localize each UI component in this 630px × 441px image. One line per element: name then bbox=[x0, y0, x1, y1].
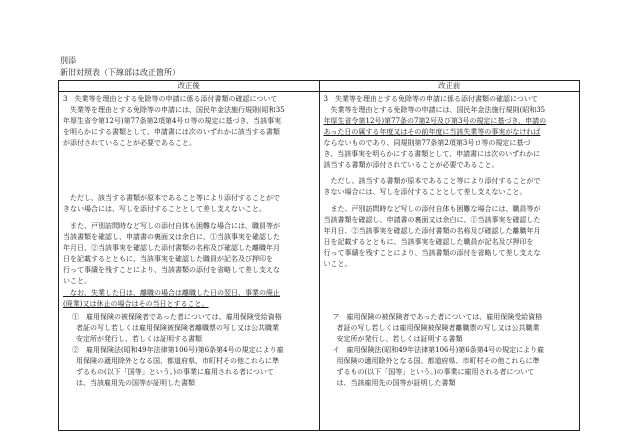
text-line: が添付されていることが必要であること。 bbox=[63, 139, 196, 147]
text-line: 年月日、②当該事実を確認した添付書類の名称及び確認した離職年月 bbox=[323, 227, 541, 235]
text-line: 安定所が発行し、若しくは証明する書類 bbox=[76, 335, 202, 343]
text-line: また、戸別訪問時など写しの添付自体も困難な場合には、職員等が bbox=[323, 205, 541, 213]
column-header-after: 改正後 bbox=[59, 81, 320, 92]
after-column bbox=[59, 92, 320, 431]
text-line: 失業等を理由とする免除等の申請には、国民年金法施行規則(昭和35 bbox=[63, 106, 285, 114]
before-column bbox=[319, 92, 580, 431]
text-line: 行って事績を残すことにより、当該書類の添付を省略して差し支えな bbox=[63, 266, 280, 274]
text-line: いこと。 bbox=[63, 277, 91, 285]
text-line: (廃業)又は休止の場合はその当日とすること。 bbox=[63, 300, 209, 308]
text-line: 失業等を理由とする免除等の申請には、国民年金法施行規則(昭和35 bbox=[323, 106, 546, 114]
list-item: ア 雇用保険の被保険者であった者については、雇用保険受給資格 bbox=[332, 313, 543, 321]
text-line: ずるもの(以下「国等」という。)の事業に雇用される者について bbox=[76, 368, 274, 376]
text-line: 当該書類を確認し、申請書の裏面又は余白に、①当該事実を確認した bbox=[63, 233, 280, 241]
text-line: 該当する書類が添付されていることが必要であること。 bbox=[323, 161, 499, 169]
text-line: 日を記載するとともに、当該事実を確認した職員が記名及び押印を bbox=[323, 238, 534, 246]
text-line: 年月日、②当該事実を確認した添付書類の名称及び確認した離職年月 bbox=[63, 244, 280, 252]
comparison-table bbox=[58, 80, 580, 431]
text-line: 用保険の適用除外となる国、都道府県、市町村その他これらに準 bbox=[336, 357, 540, 365]
text-line: きない場合には、写しを添付することとして差し支えないこと。 bbox=[323, 188, 527, 196]
text-line: 行って事績を残すことにより、当該書類の添付を省略して差し支えな bbox=[323, 249, 541, 257]
text-line: 用保険の適用除外となる国、都道府県、市町村その他これらに準 bbox=[76, 357, 279, 365]
attachment-label: 別添 bbox=[60, 56, 76, 65]
text-line: いこと。 bbox=[323, 260, 352, 268]
text-line: 年厚生省令第12号)第77条第2項第4号ロ等の規定に基づき、当該事実 bbox=[63, 117, 282, 125]
text-line: また、戸別訪問時など写しの添付自体も困難な場合には、職員等が bbox=[63, 222, 280, 230]
text-line: なお、失業した日は、離職の場合は離職した日の翌日、事業の廃止 bbox=[63, 289, 280, 297]
text-line: あった日の属する年度又はその前年度に当該失業等の事実がなければ bbox=[323, 128, 541, 136]
text-line: 当該書類を確認し、申請書の裏面又は余白に、①当該事実を確認した bbox=[323, 216, 541, 224]
column-header-before: 改正前 bbox=[319, 81, 580, 92]
list-item: イ 雇用保険法(昭和49年法律第106号)第6条第4号の規定により雇 bbox=[332, 346, 545, 354]
text-line: きない場合には、写しを添付することとして差し支えないこと。 bbox=[63, 205, 266, 213]
text-line: ならないものであり、同規則第77条第2項第3号ロ等の規定に基づ bbox=[323, 139, 531, 147]
text-line: 3 失業等を理由とする免除等の申請に係る添付書類の確認について bbox=[63, 95, 278, 103]
text-line: き、当該事実を明らかにする書類として、申請書には次のいずれかに bbox=[323, 150, 541, 158]
text-line: 者証の写し若しくは雇用保険被保険者離職票の写し又は公共職業 bbox=[76, 324, 279, 332]
table-title: 新旧対照表（下線部は改正箇所） bbox=[60, 68, 180, 77]
text-line: を明らかにする書類として、申請書には次のいずれかに該当する書類 bbox=[63, 128, 280, 136]
list-item: ① 雇用保険の被保険者であった者については、雇用保険受給資格 bbox=[72, 313, 282, 321]
list-item: ② 雇用保険法(昭和49年法律第106号)第6条第4号の規定により雇 bbox=[72, 346, 284, 354]
text-line: 者証の写し若しくは雇用保険被保険者離職票の写し又は公共職業 bbox=[336, 324, 540, 332]
text-line: ずるもの(以下「国等」という。)の事業に雇用される者について bbox=[336, 368, 535, 376]
text-line: は、当該雇用先の国等が証明した書類 bbox=[336, 379, 456, 387]
text-line: 3 失業等を理由とする免除等の申請に係る添付書類の確認について bbox=[323, 95, 538, 103]
text-line: 日を記載するとともに、当該事実を確認した職員が記名及び押印を bbox=[63, 255, 273, 263]
text-line: は、当該雇用先の国等が証明した書類 bbox=[76, 379, 195, 387]
text-line: 安定所が発行し、若しくは証明する書類 bbox=[336, 335, 463, 343]
text-line: ただし、該当する書類が原本であること等により添付することがで bbox=[323, 177, 541, 185]
text-line: 年厚生省令第12号)第77条の7第2号及び第3号の規定に基づき、申請の bbox=[323, 117, 547, 125]
text-line: ただし、該当する書類が原本であること等により添付することがで bbox=[63, 194, 280, 202]
